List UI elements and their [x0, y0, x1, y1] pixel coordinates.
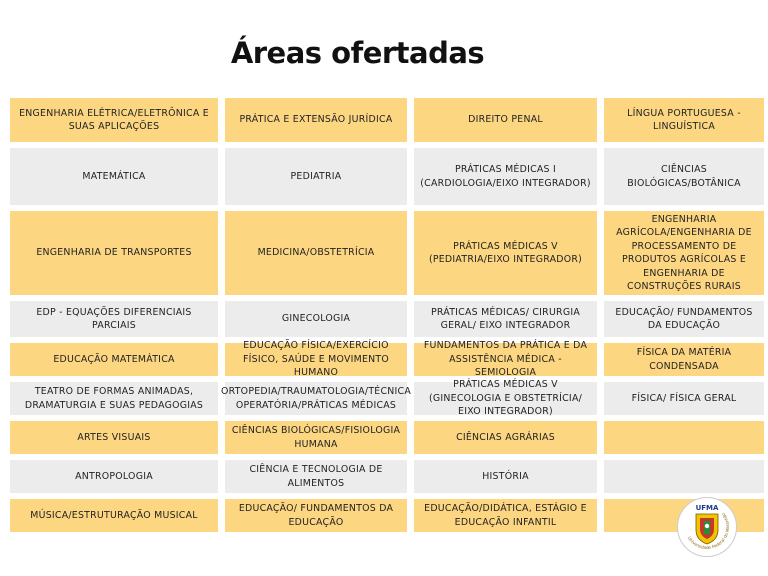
table-cell: DIREITO PENAL [414, 98, 597, 142]
table-cell: EDP - EQUAÇÕES DIFERENCIAIS PARCIAIS [10, 301, 218, 337]
table-cell: TEATRO DE FORMAS ANIMADAS, DRAMATURGIA E SUAS PEDAGOGIAS [10, 382, 218, 415]
table-cell: CIÊNCIAS BIOLÓGICAS/BOTÂNICA [604, 148, 764, 205]
table-cell: LÍNGUA PORTUGUESA - LINGUÍSTICA [604, 98, 764, 142]
areas-table [10, 98, 766, 532]
table-cell: CIÊNCIA E TECNOLOGIA DE ALIMENTOS [225, 460, 407, 493]
table-cell: PRÁTICAS MÉDICAS V (GINECOLOGIA E OBSTETRÍCIA/ EIXO INTEGRADOR) [414, 382, 597, 415]
table-cell: MEDICINA/OBSTETRÍCIA [225, 211, 407, 295]
table-cell: MATEMÁTICA [10, 148, 218, 205]
table-cell: ANTROPOLOGIA [10, 460, 218, 493]
table-cell: EDUCAÇÃO FÍSICA/EXERCÍCIO FÍSICO, SAÚDE E MOVIMENTO HUMANO [225, 343, 407, 376]
table-cell: FÍSICA DA MATÉRIA CONDENSADA [604, 343, 764, 376]
table-cell: PRÁTICA E EXTENSÃO JURÍDICA [225, 98, 407, 142]
table-cell: FUNDAMENTOS DA PRÁTICA E DA ASSISTÊNCIA MÉDICA - SEMIOLOGIA [414, 343, 597, 376]
table-cell: HISTÓRIA [414, 460, 597, 493]
table-cell: PRÁTICAS MÉDICAS V (PEDIATRIA/EIXO INTEGRADOR) [414, 211, 597, 295]
table-cell [604, 421, 764, 454]
table-cell: EDUCAÇÃO/ FUNDAMENTOS DA EDUCAÇÃO [604, 301, 764, 337]
table-cell: EDUCAÇÃO/ FUNDAMENTOS DA EDUCAÇÃO [225, 499, 407, 532]
table-cell: ENGENHARIA DE TRANSPORTES [10, 211, 218, 295]
table-cell: PEDIATRIA [225, 148, 407, 205]
table-cell: CIÊNCIAS AGRÁRIAS [414, 421, 597, 454]
table-cell: ORTOPEDIA/TRAUMATOLOGIA/TÉCNICA OPERATÓRIA/PRÁTICAS MÉDICAS [225, 382, 407, 415]
table-cell: GINECOLOGIA [225, 301, 407, 337]
table-cell: ENGENHARIA ELÉTRICA/ELETRÔNICA E SUAS APLICAÇÕES [10, 98, 218, 142]
page-title: Áreas ofertadas [230, 36, 485, 70]
table-cell: EDUCAÇÃO MATEMÁTICA [10, 343, 218, 376]
logo-text: UFMA [695, 504, 719, 512]
table-cell: MÚSICA/ESTRUTURAÇÃO MUSICAL [10, 499, 218, 532]
table-cell: FÍSICA/ FÍSICA GERAL [604, 382, 764, 415]
logo-ring-text: Universidade Federal do Maranhão [686, 511, 731, 551]
table-cell: PRÁTICAS MÉDICAS/ CIRURGIA GERAL/ EIXO INTEGRADOR [414, 301, 597, 337]
table-cell: CIÊNCIAS BIOLÓGICAS/FISIOLOGIA HUMANA [225, 421, 407, 454]
ufma-logo [676, 496, 738, 558]
table-cell [604, 460, 764, 493]
table-cell: PRÁTICAS MÉDICAS I (CARDIOLOGIA/EIXO INTEGRADOR) [414, 148, 597, 205]
table-cell: ARTES VISUAIS [10, 421, 218, 454]
table-cell: ENGENHARIA AGRÍCOLA/ENGENHARIA DE PROCESSAMENTO DE PRODUTOS AGRÍCOLAS E ENGENHARIA DE CONSTRUÇÕES RURAIS [604, 211, 764, 295]
table-cell: EDUCAÇÃO/DIDÁTICA, ESTÁGIO E EDUCAÇÃO INFANTIL [414, 499, 597, 532]
